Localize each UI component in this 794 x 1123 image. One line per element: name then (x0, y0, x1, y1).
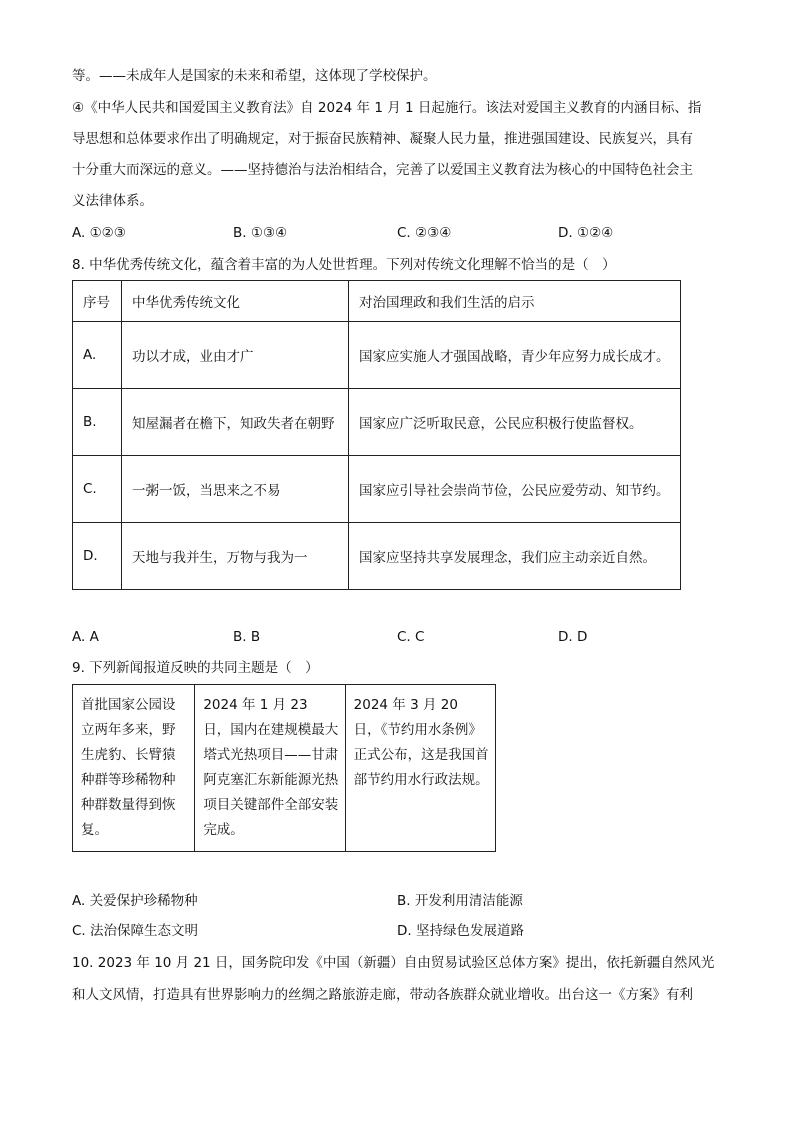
table-header: 对治国理政和我们生活的启示 (349, 281, 681, 322)
table-row (73, 389, 681, 456)
news-cell: 2024 年 3 月 20 日，《节约用水条例》正式公布，这是我国首部节约用水行政法规。 (345, 685, 495, 852)
table-header: 序号 (73, 281, 122, 322)
news-cell: 2024 年 1 月 23 日，国内在建规模最大塔式光热项目——甘肃阿克塞汇东新能源光热项目关键部件全部安装完成。 (195, 685, 345, 852)
q7-option-c: C. ②③④ (397, 225, 452, 241)
q10-stem-line: 10. 2023 年 10 月 21 日，国务院印发《中国（新疆）自由贸易试验区总体方案》提出，依托新疆自然风光 (72, 955, 715, 971)
q7-option-a: A. ①②③ (72, 225, 126, 241)
table-cell: D. (73, 523, 122, 590)
table-cell: B. (73, 389, 122, 456)
q8-option-a: A. A (72, 629, 99, 645)
q8-table (72, 280, 681, 590)
table-cell: 一粥一饭，当思来之不易 (122, 456, 349, 523)
table-row (73, 322, 681, 389)
q8-option-d: D. D (558, 629, 588, 645)
q9-news-table (72, 684, 496, 852)
q9-stem: 9. 下列新闻报道反映的共同主题是（ ） (72, 660, 319, 676)
table-cell: 国家应引导社会崇尚节俭，公民应爱劳动、知节约。 (349, 456, 681, 523)
q7-option-d: D. ①②④ (558, 225, 614, 241)
table-cell: 国家应实施人才强国战略，青少年应努力成长成才。 (349, 322, 681, 389)
q8-option-c: C. C (397, 629, 425, 645)
table-cell: A. (73, 322, 122, 389)
table-cell: 国家应广泛听取民意，公民应积极行使监督权。 (349, 389, 681, 456)
table-header-row (73, 281, 681, 322)
q8-option-b: B. B (233, 629, 261, 645)
q9-option-b: B. 开发利用清洁能源 (397, 893, 523, 909)
table-cell: 功以才成，业由才广 (122, 322, 349, 389)
q10-stem-line: 和人文风情，打造具有世界影响力的丝绸之路旅游走廊，带动各族群众就业增收。出台这一《方案》有利 (72, 987, 693, 1003)
text-line: 等。——未成年人是国家的未来和希望，这体现了学校保护。 (72, 68, 437, 84)
text-line: 导思想和总体要求作出了明确规定，对于振奋民族精神、凝聚人民力量，推进强国建设、民族复兴，具有 (72, 131, 693, 147)
table-cell: 国家应坚持共享发展理念，我们应主动亲近自然。 (349, 523, 681, 590)
q8-stem: 8. 中华优秀传统文化，蕴含着丰富的为人处世哲理。下列对传统文化理解不恰当的是（ ） (72, 257, 616, 273)
table-row (73, 685, 496, 852)
q9-option-d: D. 坚持绿色发展道路 (397, 923, 524, 939)
q9-option-a: A. 关爱保护珍稀物种 (72, 893, 198, 909)
q9-option-c: C. 法治保障生态文明 (72, 923, 199, 939)
table-row (73, 456, 681, 523)
text-line: 十分重大而深远的意义。——坚持德治与法治相结合，完善了以爱国主义教育法为核心的中国特色社会主 (72, 162, 693, 178)
table-header: 中华优秀传统文化 (122, 281, 349, 322)
table-row (73, 523, 681, 590)
text-line: 义法律体系。 (72, 193, 153, 209)
q7-option-b: B. ①③④ (233, 225, 288, 241)
text-line: ④《中华人民共和国爱国主义教育法》自 2024 年 1 月 1 日起施行。该法对爱国主义教育的内涵目标、指 (72, 100, 702, 116)
table-cell: 天地与我并生，万物与我为一 (122, 523, 349, 590)
table-cell: 知屋漏者在檐下，知政失者在朝野 (122, 389, 349, 456)
table-cell: C. (73, 456, 122, 523)
news-cell: 首批国家公园设立两年多来，野生虎豹、长臂猿种群等珍稀物种种群数量得到恢复。 (73, 685, 195, 852)
